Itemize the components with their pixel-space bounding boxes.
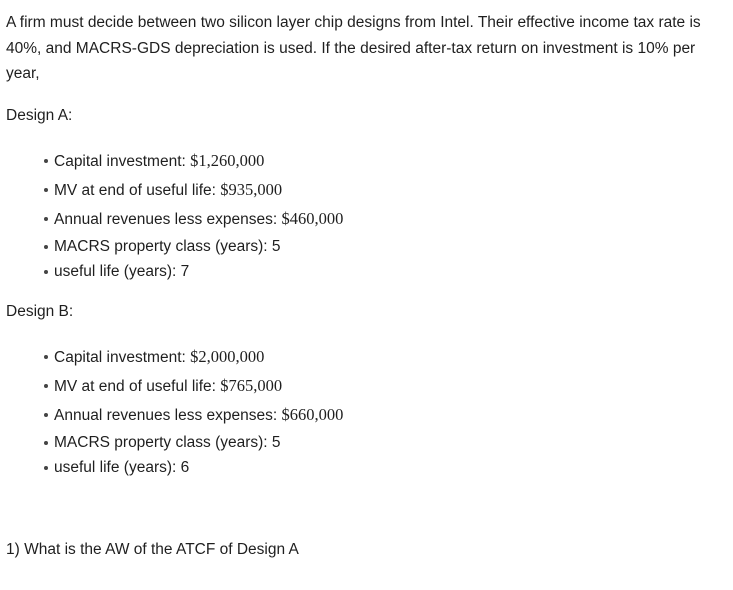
market-value-value: $935,000 (220, 180, 283, 199)
question-text: 1) What is the AW of the ATCF of Design A (6, 541, 299, 558)
annual-revenues-label: Annual revenues less expenses: (54, 407, 282, 424)
problem-intro: A firm must decide between two silicon layer chip designs from Intel. Their effective income tax rate is 40%, and MACRS-GDS depreciation is used. If the desired after-tax return on investment is 10% per year, (6, 14, 701, 82)
design-b-heading: Design B: (6, 303, 74, 320)
annual-revenues-label: Annual revenues less expenses: (54, 211, 282, 228)
capital-investment-label: Capital investment: (54, 349, 191, 366)
list-item (43, 262, 343, 287)
annual-revenues-value: $460,000 (281, 209, 344, 228)
design-b-spec-list (43, 346, 343, 483)
market-value-label: MV at end of useful life: (54, 182, 221, 199)
list-item (43, 433, 343, 458)
design-a-spec-list (43, 150, 343, 287)
list-item (43, 375, 343, 404)
capital-investment-label: Capital investment: (54, 153, 191, 170)
macrs-class-text: MACRS property class (years): 5 (54, 238, 281, 255)
list-item (43, 458, 343, 483)
list-item (43, 404, 343, 433)
useful-life-text: useful life (years): 7 (54, 263, 190, 280)
list-item (43, 208, 343, 237)
list-item (43, 346, 343, 375)
market-value-value: $765,000 (220, 376, 283, 395)
macrs-class-text: MACRS property class (years): 5 (54, 434, 281, 451)
list-item (43, 150, 343, 179)
capital-investment-value: $2,000,000 (190, 347, 265, 366)
list-item (43, 179, 343, 208)
market-value-label: MV at end of useful life: (54, 378, 221, 395)
useful-life-text: useful life (years): 6 (54, 459, 190, 476)
list-item (43, 237, 343, 262)
capital-investment-value: $1,260,000 (190, 151, 265, 170)
design-a-heading: Design A: (6, 107, 73, 124)
annual-revenues-value: $660,000 (281, 405, 344, 424)
